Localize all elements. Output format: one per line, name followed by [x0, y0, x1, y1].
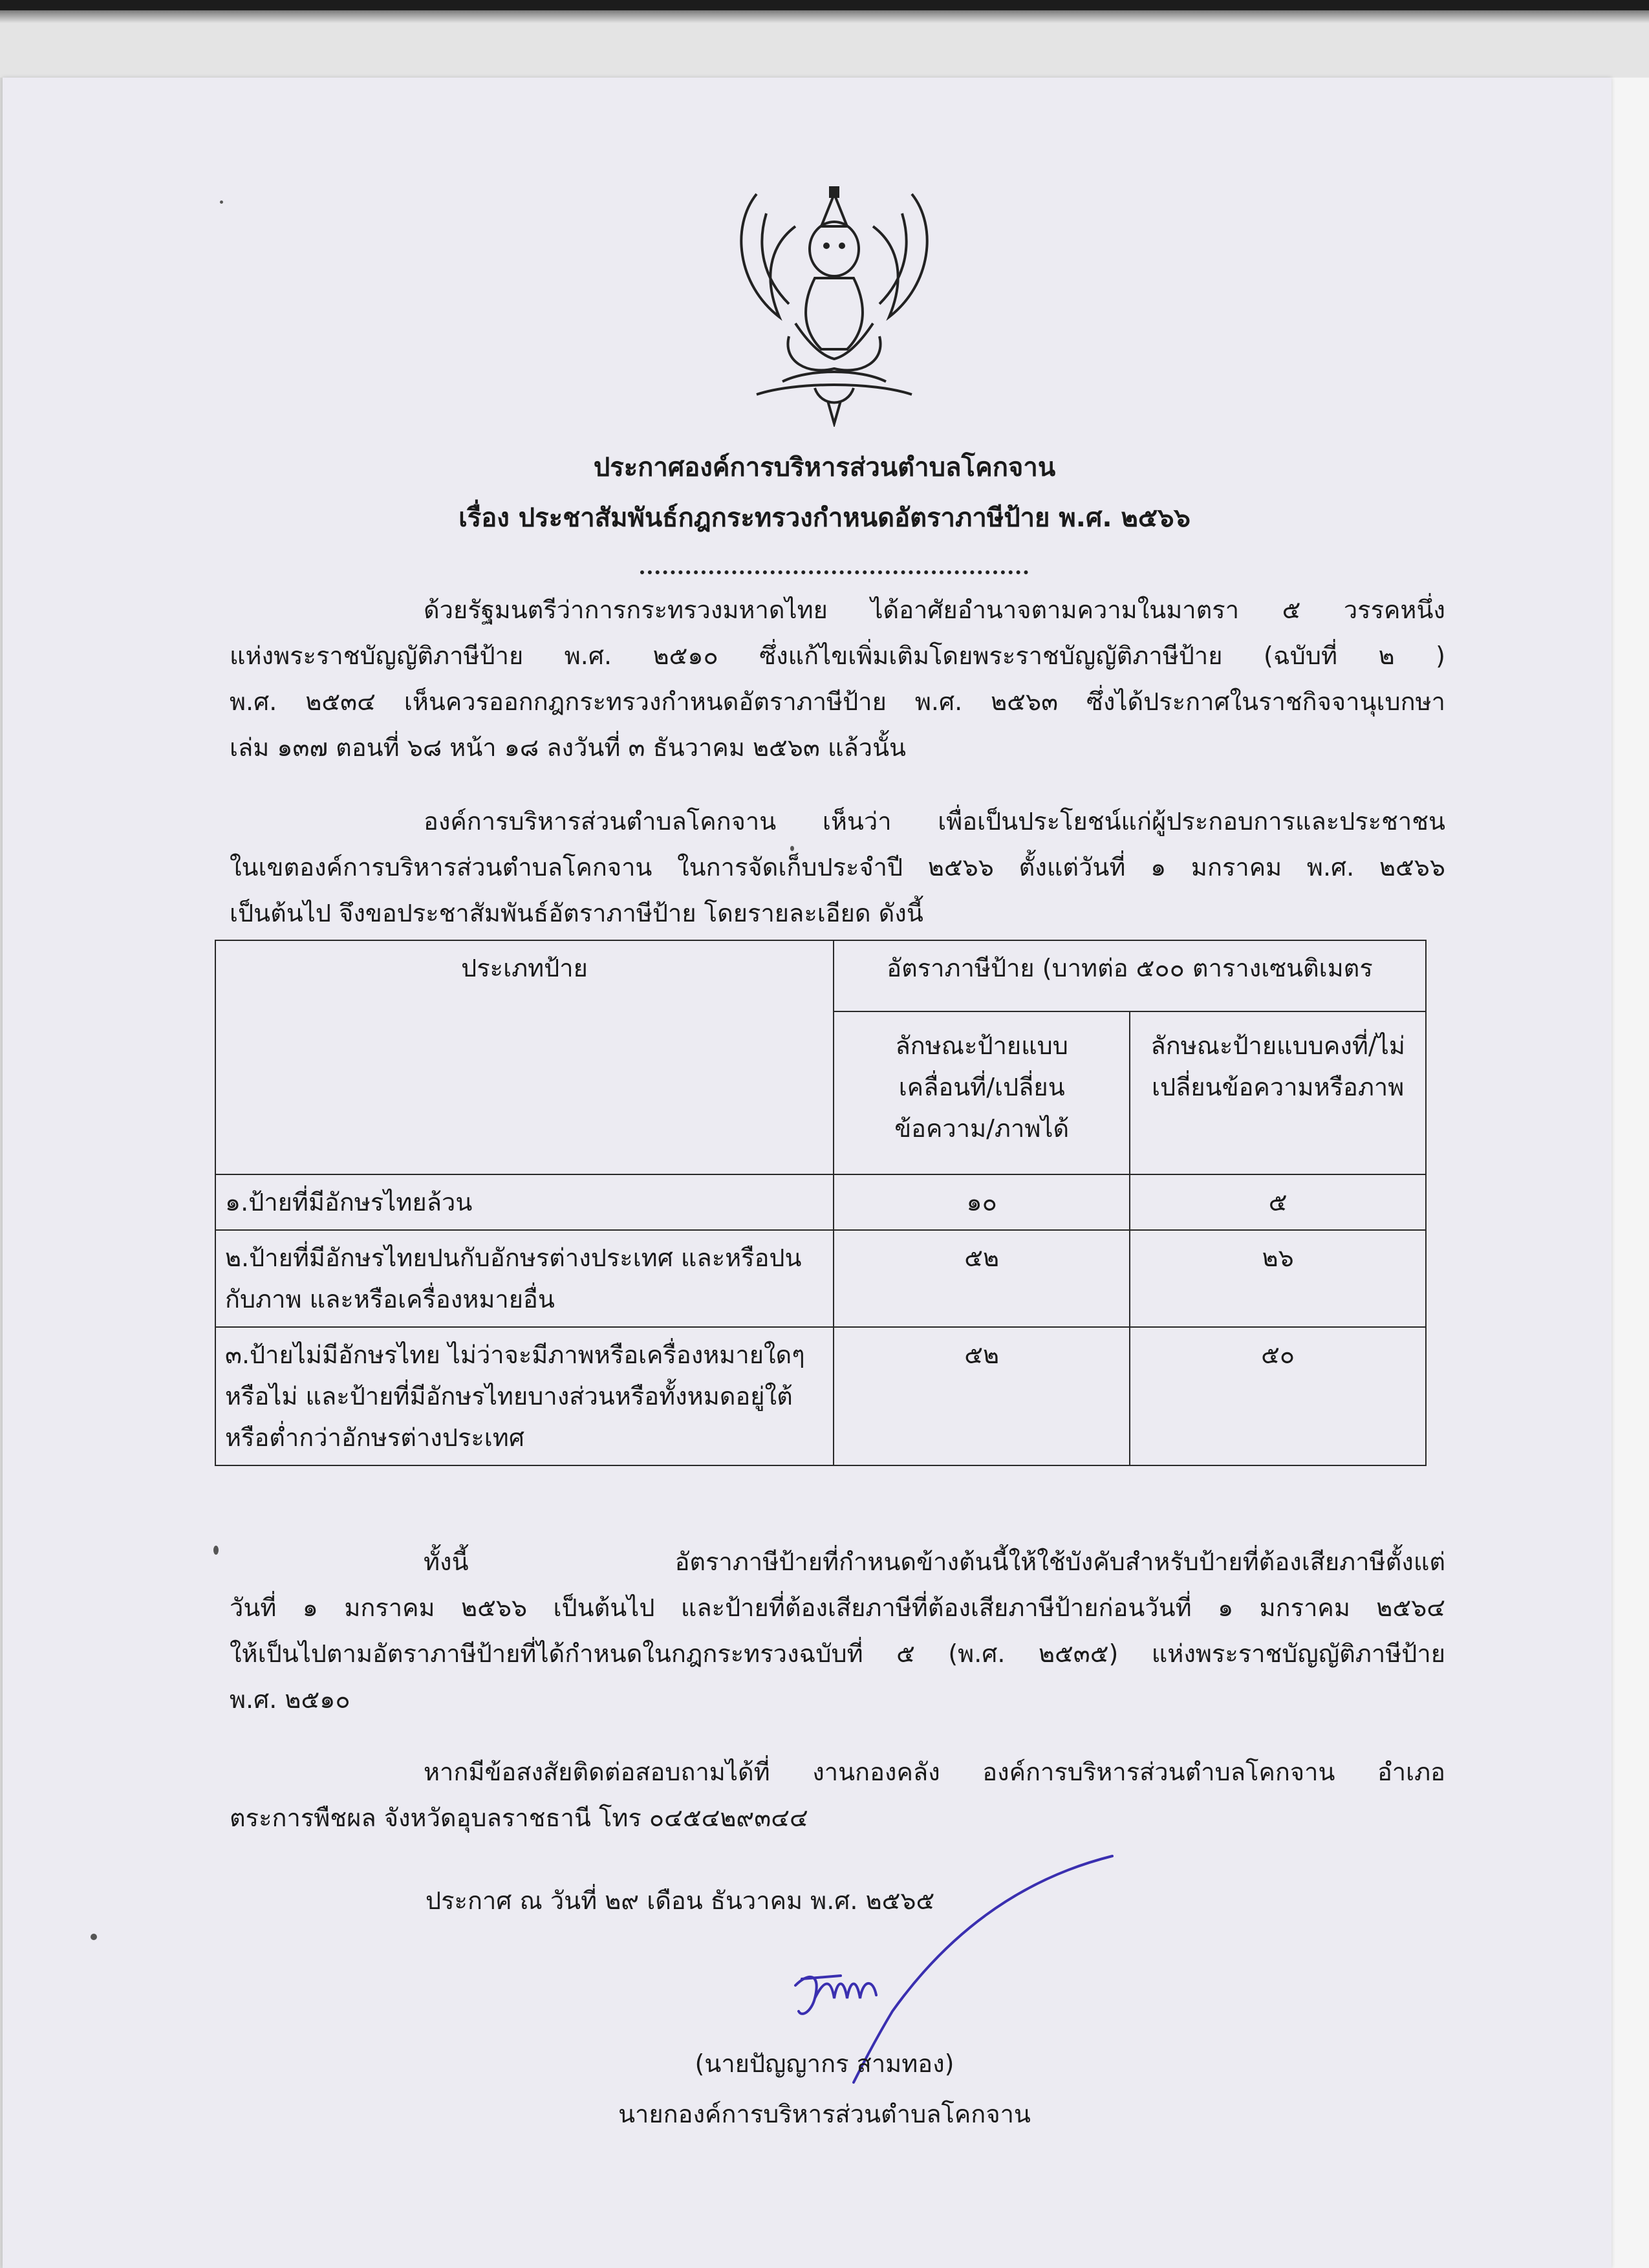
text-line: ด้วยรัฐมนตรีว่าการกระทรวงมหาดไทย ได้อาศัยอำนาจตามความในมาตรา ๕ วรรคหนึ่ง: [424, 596, 1445, 624]
table-header-row: [215, 940, 1426, 1011]
speck: [790, 846, 794, 851]
row-rate-moving: ๕๒: [834, 1230, 1130, 1327]
text-line: เป็นต้นไป จึงขอประชาสัมพันธ์อัตราภาษีป้าย โดยรายละเอียด ดังนี้: [230, 899, 923, 927]
speck: [91, 1934, 97, 1940]
text-line: ในเขตองค์การบริหารส่วนตำบลโคกจาน ในการจัดเก็บประจำปี ๒๕๖๖ ตั้งแต่วันที่ ๑ มกราคม พ.ศ. ๒๕๖๖: [230, 853, 1445, 881]
table-row: [215, 1230, 1426, 1327]
signatory-name: (นายปัญญากร สามทอง): [695, 2049, 954, 2078]
text-line: ตระการพืชผล จังหวัดอุบลราชธานี โทร ๐๔๕๔๒๙๓๔๔: [230, 1804, 808, 1832]
sign-tax-rate-table: [215, 940, 1427, 1466]
table-row: [215, 1174, 1426, 1230]
text-line: ให้เป็นไปตามอัตราภาษีป้ายที่ได้กำหนดในกฎกระทรวงฉบับที่ ๕ (พ.ศ. ๒๕๓๕) แห่งพระราชบัญญัติภาษีป้าย: [230, 1639, 1445, 1668]
row-rate-moving: ๕๒: [834, 1327, 1130, 1465]
text-line: พ.ศ. ๒๕๓๔ เห็นควรออกกฎกระทรวงกำหนดอัตราภาษีป้าย พ.ศ. ๒๕๖๓ ซึ่งได้ประกาศในราชกิจจานุเบกษา: [230, 687, 1445, 716]
speck: [213, 1546, 219, 1555]
row-sign-type: ๒.ป้ายที่มีอักษรไทยปนกับอักษรต่างประเทศ และหรือปนกับภาพ และหรือเครื่องหมายอื่น: [215, 1230, 834, 1327]
row-rate-moving: ๑๐: [834, 1174, 1130, 1230]
signatory-position: นายกองค์การบริหารส่วนตำบลโคกจาน: [618, 2100, 1031, 2128]
document-title: ประกาศองค์การบริหารส่วนตำบลโคกจาน: [593, 453, 1056, 482]
paragraph-3: [230, 1539, 1445, 1723]
text-line: เล่ม ๑๓๗ ตอนที่ ๖๘ หน้า ๑๘ ลงวันที่ ๓ ธันวาคม ๒๕๖๓ แล้วนั้น: [230, 733, 907, 762]
announcement-date: ประกาศ ณ วันที่ ๒๙ เดือน ธันวาคม พ.ศ. ๒๕๖๕: [426, 1886, 935, 1915]
document-subject: เรื่อง ประชาสัมพันธ์กฎกระทรวงกำหนดอัตราภาษีป้าย พ.ศ. ๒๕๖๖: [458, 503, 1191, 533]
speck: [220, 200, 223, 204]
scan-right-strip: [1611, 78, 1649, 2268]
text-line: ทั้งนี้ อัตราภาษีป้ายที่กำหนดข้างต้นนี้ให้ใช้บังคับสำหรับป้ายที่ต้องเสียภาษีตั้งแต่: [424, 1548, 1445, 1576]
row-rate-fixed: ๕: [1130, 1174, 1426, 1230]
row-rate-fixed: ๒๖: [1130, 1230, 1426, 1327]
subheader-fixed-sign: ลักษณะป้ายแบบคงที่/ไม่เปลี่ยนข้อความหรือภาพ: [1130, 1011, 1426, 1174]
text-line: หากมีข้อสงสัยติดต่อสอบถามได้ที่ งานกองคลัง องค์การบริหารส่วนตำบลโคกจาน อำเภอ: [424, 1758, 1445, 1786]
scan-top-edge: [0, 0, 1649, 78]
subheader-moving-sign: ลักษณะป้ายแบบเคลื่อนที่/เปลี่ยนข้อความ/ภาพได้: [834, 1011, 1130, 1174]
text-line: องค์การบริหารส่วนตำบลโคกจาน เห็นว่า เพื่อเป็นประโยชน์แก่ผู้ประกอบการและประชาชน: [424, 807, 1445, 836]
row-sign-type: ๑.ป้ายที่มีอักษรไทยล้วน: [215, 1174, 834, 1230]
text-line: วันที่ ๑ มกราคม ๒๕๖๖ เป็นต้นไป และป้ายที่ต้องเสียภาษีที่ต้องเสียภาษีป้ายก่อนวันที่ ๑ มกราคม ๒๕๖๔: [230, 1593, 1445, 1622]
garuda-emblem-icon: [718, 175, 951, 427]
row-sign-type: ๓.ป้ายไม่มีอักษรไทย ไม่ว่าจะมีภาพหรือเครื่องหมายใดๆ หรือไม่ และป้ายที่มีอักษรไทยบางส่วนหรือทั้งหมดอยู่ใต้หรือต่ำกว่าอักษรต่างประเทศ: [215, 1327, 834, 1465]
text-line: พ.ศ. ๒๕๑๐: [230, 1685, 350, 1714]
header-tax-rate: อัตราภาษีป้าย (บาทต่อ ๕๐๐ ตารางเซนติเมตร: [834, 940, 1426, 1011]
title-dotted-divider: [640, 561, 1028, 574]
paragraph-1: [230, 587, 1445, 771]
header-sign-type: ประเภทป้าย: [215, 940, 834, 1174]
scan-shadow: [0, 10, 1649, 23]
paragraph-4: [230, 1749, 1445, 1841]
paragraph-2: [230, 799, 1445, 936]
row-rate-fixed: ๕๐: [1130, 1327, 1426, 1465]
text-line: แห่งพระราชบัญญัติภาษีป้าย พ.ศ. ๒๕๑๐ ซึ่งแก้ไขเพิ่มเติมโดยพระราชบัญญัติภาษีป้าย (ฉบับที่ ๒ ): [230, 642, 1445, 670]
table-row: [215, 1327, 1426, 1465]
scan-dark-band: [0, 0, 1649, 10]
